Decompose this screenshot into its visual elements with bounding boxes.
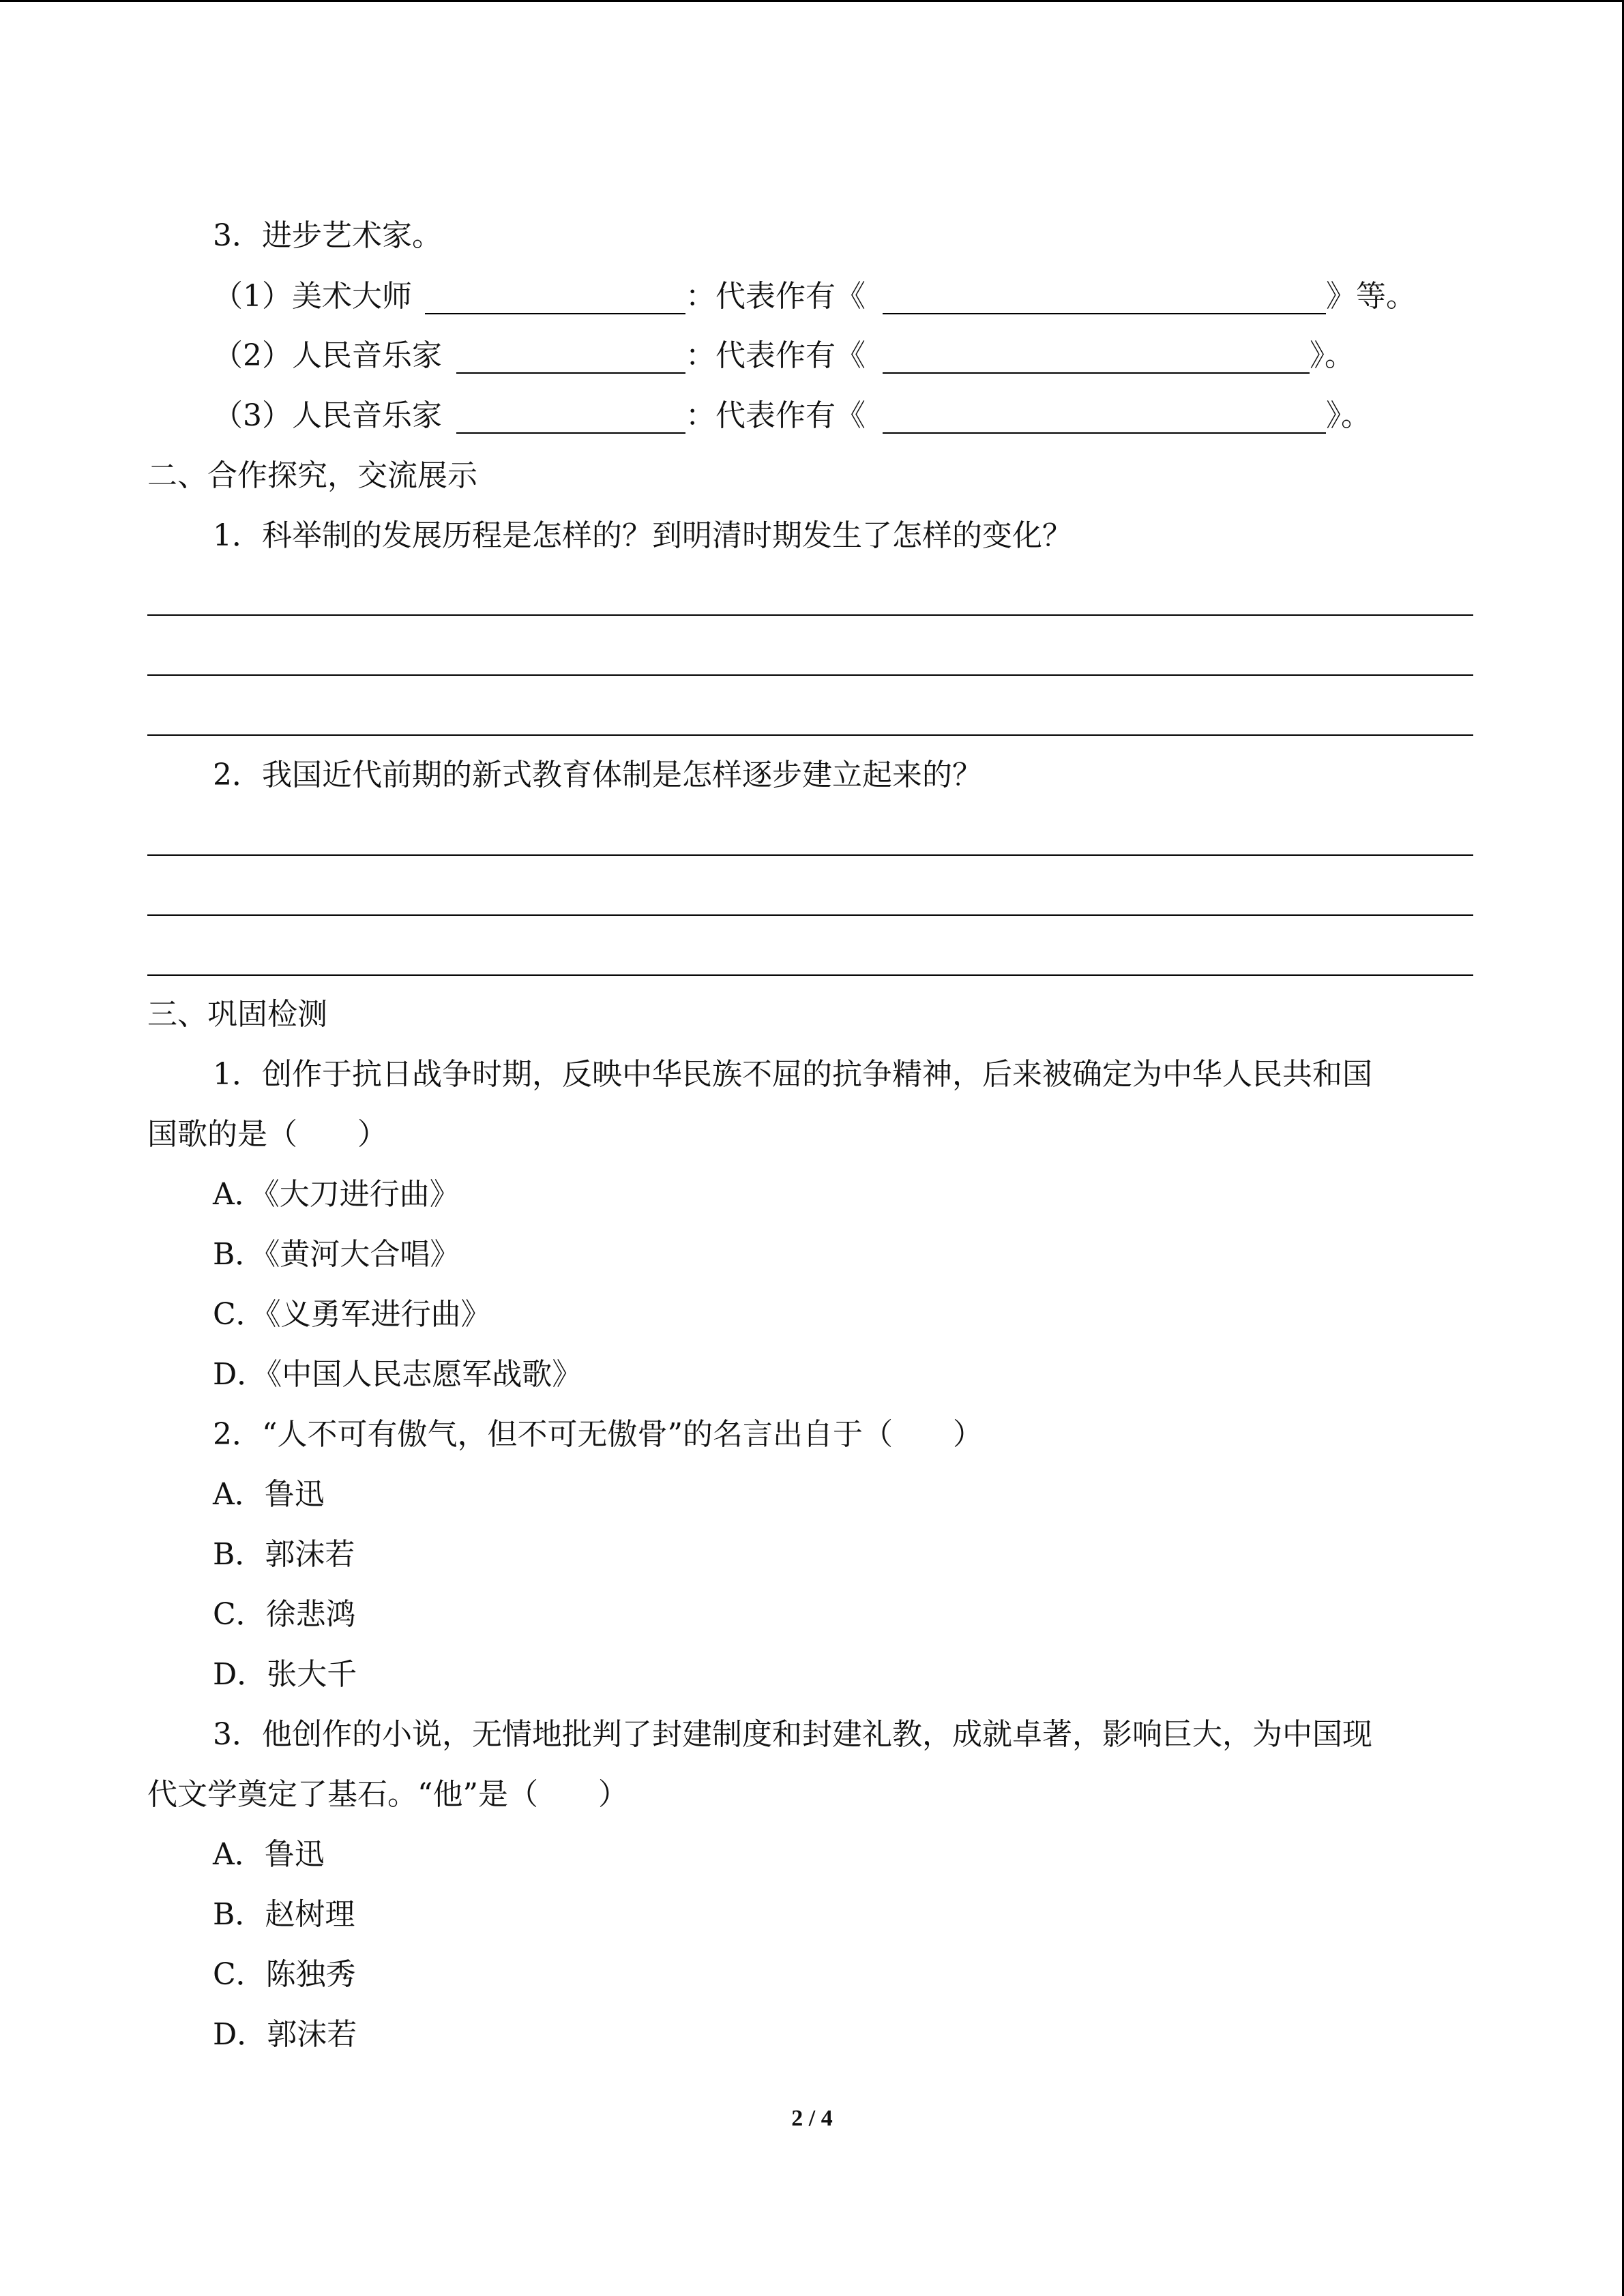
- page-number: 2 / 4: [791, 2106, 833, 2131]
- question1-option-d[interactable]: D．《中国人民志愿军战歌》: [213, 1357, 582, 1392]
- row3-mid: ：代表作有《: [685, 398, 866, 433]
- row1-work-blank[interactable]: [883, 313, 1326, 314]
- answer-line[interactable]: [147, 974, 1473, 976]
- row3-suffix: 》。: [1326, 398, 1371, 433]
- question3-line1: 3．他创作的小说，无情地批判了封建制度和封建礼教，成就卓著，影响巨大，为中国现: [213, 1717, 1372, 1752]
- answer-line[interactable]: [147, 914, 1473, 916]
- question2-line1: 2．“人不可有傲气，但不可无傲骨”的名言出自于（ ）: [213, 1417, 983, 1452]
- question3-line2: 代文学奠定了基石。“他”是（ ）: [147, 1777, 628, 1812]
- row2-name-blank[interactable]: [456, 372, 685, 374]
- question2-option-b[interactable]: B．郭沫若: [213, 1537, 355, 1572]
- question3-option-a[interactable]: A．鲁迅: [213, 1837, 325, 1872]
- question3-option-c[interactable]: C．陈独秀: [213, 1957, 356, 1992]
- section2-question2: 2．我国近代前期的新式教育体制是怎样逐步建立起来的？: [213, 758, 982, 792]
- answer-line[interactable]: [147, 854, 1473, 856]
- row1-suffix: 》等。: [1326, 279, 1416, 314]
- section3-title: 三、巩固检测: [147, 997, 327, 1032]
- row3-work-blank[interactable]: [883, 432, 1326, 434]
- row3-prefix: （3）人民音乐家: [213, 398, 442, 433]
- item3-heading: 3．进步艺术家。: [213, 218, 442, 253]
- row2-mid: ：代表作有《: [685, 338, 866, 373]
- row1-prefix: （1）美术大师: [213, 279, 412, 314]
- row2-suffix: 》。: [1310, 338, 1355, 373]
- question1-option-b[interactable]: B．《黄河大合唱》: [213, 1237, 460, 1272]
- row2-prefix: （2）人民音乐家: [213, 338, 442, 373]
- question2-option-a[interactable]: A．鲁迅: [213, 1477, 325, 1512]
- answer-line[interactable]: [147, 614, 1473, 616]
- section2-question1: 1．科举制的发展历程是怎样的？到明清时期发生了怎样的变化？: [213, 518, 1072, 553]
- question1-option-a[interactable]: A．《大刀进行曲》: [213, 1177, 460, 1212]
- row3-name-blank[interactable]: [456, 432, 685, 434]
- answer-line[interactable]: [147, 674, 1473, 676]
- question2-option-c[interactable]: C．徐悲鸿: [213, 1597, 356, 1632]
- row1-name-blank[interactable]: [425, 313, 685, 314]
- page-border-top: [0, 0, 1624, 2]
- question1-line1: 1．创作于抗日战争时期，反映中华民族不屈的抗争精神，后来被确定为中华人民共和国: [213, 1057, 1372, 1092]
- question3-option-b[interactable]: B．赵树理: [213, 1897, 355, 1932]
- question2-option-d[interactable]: D．张大千: [213, 1657, 357, 1692]
- row1-mid: ：代表作有《: [685, 279, 866, 314]
- question1-line2: 国歌的是（ ）: [147, 1117, 387, 1152]
- answer-line[interactable]: [147, 734, 1473, 736]
- row2-work-blank[interactable]: [883, 372, 1310, 374]
- section2-title: 二、合作探究，交流展示: [147, 458, 477, 493]
- question1-option-c[interactable]: C．《义勇军进行曲》: [213, 1297, 491, 1332]
- question3-option-d[interactable]: D．郭沫若: [213, 2017, 357, 2052]
